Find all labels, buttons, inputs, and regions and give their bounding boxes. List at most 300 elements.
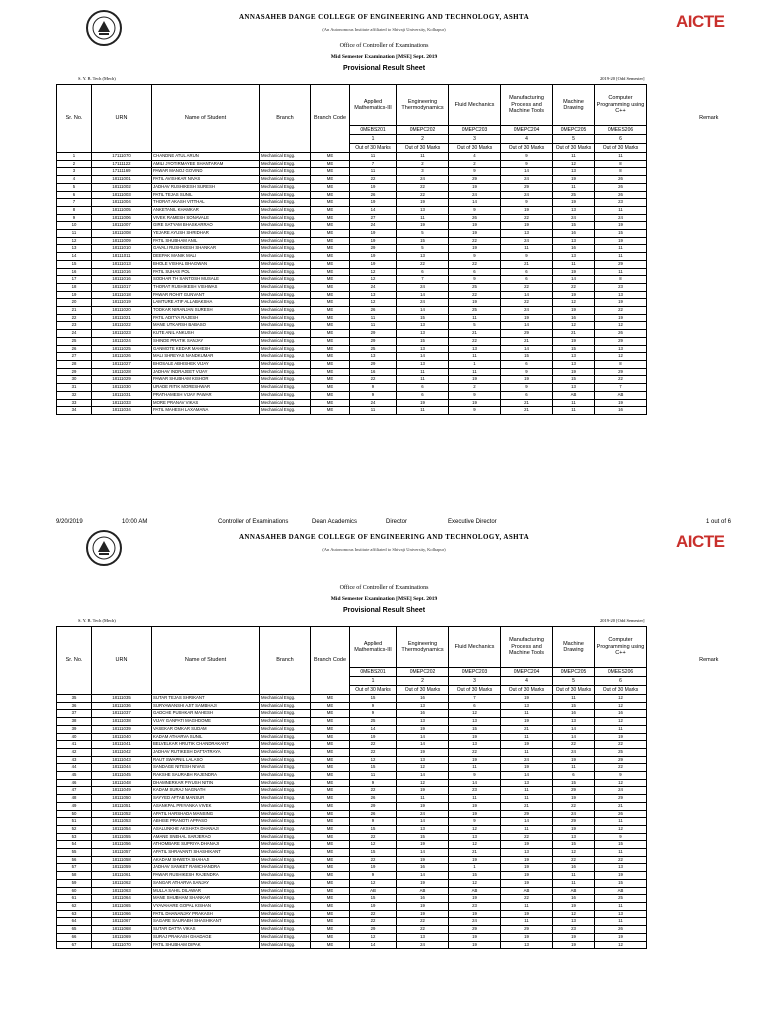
mark: 14: [397, 849, 449, 857]
sr-no: 24: [57, 330, 92, 338]
branch-code: ME: [311, 253, 350, 261]
subject-num: 6: [595, 135, 647, 144]
mark: 14: [501, 168, 553, 176]
mark: 19: [501, 864, 553, 872]
student-name: THORAT AKASH VITTHAL: [152, 199, 260, 207]
branch-code: ME: [311, 725, 350, 733]
branch: Mechanical Engg.: [260, 725, 311, 733]
mark: 16: [397, 864, 449, 872]
table-row: [57, 237, 768, 245]
mark: 15: [397, 833, 449, 841]
remark-cell: [647, 245, 768, 253]
sr-no: 4: [57, 176, 92, 184]
remark-cell: [647, 910, 768, 918]
branch: Mechanical Engg.: [260, 902, 311, 910]
branch-code: ME: [311, 895, 350, 903]
mark: 2: [449, 160, 501, 168]
student-name: BELVELKAR HRUTIK CHANDRAKANT: [152, 741, 260, 749]
urn: 18111025: [92, 345, 152, 353]
col-header-urn: URN: [92, 85, 152, 153]
col-header-urn: URN: [92, 627, 152, 695]
mark: 13: [553, 353, 595, 361]
sr-no: 3: [57, 168, 92, 176]
mark: 19: [595, 299, 647, 307]
sr-no: 9: [57, 214, 92, 222]
col-header-sr: Sr. No.: [57, 627, 92, 695]
branch-code: ME: [311, 384, 350, 392]
mark: 29: [595, 260, 647, 268]
mark: 25: [350, 345, 397, 353]
subject-max: Out of 30 Marks: [501, 686, 553, 695]
mark: 19: [501, 841, 553, 849]
mark: 19: [350, 864, 397, 872]
student-name: BHOSALE ABHISHEK VIJAY: [152, 360, 260, 368]
mark: 12: [449, 841, 501, 849]
mark: 9: [595, 833, 647, 841]
mark: 24: [397, 810, 449, 818]
subject-code: 0MEPC202: [397, 126, 449, 135]
student-name: GAVALI RUSHIKESH SHANKAR: [152, 245, 260, 253]
remark-cell: [647, 856, 768, 864]
mark: 29: [350, 245, 397, 253]
subject-max: Out of 30 Marks: [595, 686, 647, 695]
footer-signatory: Controller of Examinations: [218, 519, 289, 525]
sr-no: 25: [57, 337, 92, 345]
mark: 13: [501, 702, 553, 710]
table-row: [57, 384, 768, 392]
mark: 12: [595, 718, 647, 726]
mark: 24: [553, 214, 595, 222]
mark: 29: [553, 787, 595, 795]
mark: 26: [350, 810, 397, 818]
table-row: [57, 764, 768, 772]
urn: 18111036: [92, 702, 152, 710]
branch: Mechanical Engg.: [260, 818, 311, 826]
urn: 18111026: [92, 353, 152, 361]
mark: 19: [501, 718, 553, 726]
table-row: [57, 376, 768, 384]
table-row: [57, 199, 768, 207]
mark: 24: [397, 176, 449, 184]
mark: 8: [595, 168, 647, 176]
urn: 18111068: [92, 926, 152, 934]
remark-cell: [647, 399, 768, 407]
mark: 24: [350, 222, 397, 230]
mark: 12: [350, 299, 397, 307]
mark: 19: [449, 810, 501, 818]
mark: 13: [397, 206, 449, 214]
table-row: [57, 748, 768, 756]
mark: 19: [397, 856, 449, 864]
mark: 13: [397, 825, 449, 833]
mark: 23: [595, 283, 647, 291]
remark-cell: [647, 376, 768, 384]
branch: Mechanical Engg.: [260, 710, 311, 718]
urn: 18111005: [92, 206, 152, 214]
urn: 18111053: [92, 818, 152, 826]
sr-no: 22: [57, 314, 92, 322]
mark: 19: [449, 933, 501, 941]
mark: 9: [350, 384, 397, 392]
sr-no: 49: [57, 802, 92, 810]
branch: Mechanical Engg.: [260, 399, 311, 407]
mark: 8: [595, 360, 647, 368]
branch: Mechanical Engg.: [260, 941, 311, 949]
mark: 9: [449, 772, 501, 780]
result-table: [56, 84, 768, 415]
mark: 29: [595, 368, 647, 376]
mark: 13: [553, 206, 595, 214]
mark: 16: [553, 895, 595, 903]
remark-cell: [647, 391, 768, 399]
urn: 18111057: [92, 849, 152, 857]
mark: 1: [449, 864, 501, 872]
branch: Mechanical Engg.: [260, 276, 311, 284]
mark: 9: [501, 160, 553, 168]
student-name: MANE SHUBHAM SHANKAR: [152, 895, 260, 903]
urn: 18111069: [92, 933, 152, 941]
mark: 19: [553, 176, 595, 184]
student-name: ATHOMBARE SUPRIYA DHANAJI: [152, 841, 260, 849]
mark: 15: [553, 779, 595, 787]
branch-code: ME: [311, 176, 350, 184]
mark: 15: [397, 314, 449, 322]
mark: 23: [595, 199, 647, 207]
col-header-branch-code: Branch Code: [311, 627, 350, 695]
mark: 11: [501, 748, 553, 756]
branch: Mechanical Engg.: [260, 260, 311, 268]
subject-max: Out of 30 Marks: [397, 686, 449, 695]
urn: 18111043: [92, 756, 152, 764]
mark: 15: [595, 230, 647, 238]
mark: 13: [553, 384, 595, 392]
mark: 14: [397, 291, 449, 299]
table-row: [57, 856, 768, 864]
mark: 19: [501, 910, 553, 918]
student-name: AKADAM SHWETA SHAHAJI: [152, 856, 260, 864]
mark: 11: [501, 787, 553, 795]
student-name: PATIL TEJAS SUNIL: [152, 191, 260, 199]
mark: 12: [595, 702, 647, 710]
mark: AB: [350, 887, 397, 895]
urn: 18111054: [92, 825, 152, 833]
mark: 19: [501, 872, 553, 880]
table-row: [57, 818, 768, 826]
sr-no: 67: [57, 941, 92, 949]
office-title: Office of Controller of Examinations: [339, 585, 429, 591]
branch: Mechanical Engg.: [260, 322, 311, 330]
mark: 19: [350, 733, 397, 741]
student-name: GIRE SATYAM BHASKARRAO: [152, 222, 260, 230]
table-row: [57, 833, 768, 841]
remark-cell: [647, 741, 768, 749]
mark: 13: [595, 864, 647, 872]
sr-no: 13: [57, 245, 92, 253]
student-name: ASALUNKHE AKSHATA DHANAJI: [152, 825, 260, 833]
mark: 19: [553, 291, 595, 299]
urn: 18111028: [92, 368, 152, 376]
branch-code: ME: [311, 902, 350, 910]
mark: 24: [397, 941, 449, 949]
table-row: [57, 160, 768, 168]
mark: 24: [449, 918, 501, 926]
student-name: KADAM SURAJ NAGNATH: [152, 787, 260, 795]
mark: 11: [553, 407, 595, 415]
mark: 16: [595, 710, 647, 718]
mark: 22: [595, 741, 647, 749]
remark-cell: [647, 299, 768, 307]
branch: Mechanical Engg.: [260, 702, 311, 710]
table-row: [57, 353, 768, 361]
mark: 13: [449, 741, 501, 749]
mark: 11: [553, 399, 595, 407]
mark: 13: [397, 702, 449, 710]
urn: 18111008: [92, 230, 152, 238]
mark: 13: [397, 345, 449, 353]
branch: Mechanical Engg.: [260, 895, 311, 903]
branch-code: ME: [311, 199, 350, 207]
table-row: [57, 795, 768, 803]
subject-num: 3: [449, 677, 501, 686]
sr-no: 17: [57, 276, 92, 284]
mark: 19: [553, 825, 595, 833]
subject-max: Out of 30 Marks: [449, 144, 501, 153]
branch-code: ME: [311, 933, 350, 941]
table-row: [57, 879, 768, 887]
branch-code: ME: [311, 872, 350, 880]
mark: 8: [595, 276, 647, 284]
sr-no: 50: [57, 810, 92, 818]
mark: 29: [449, 176, 501, 184]
col-header-subject: Engineering Thermodynamics: [397, 85, 449, 126]
col-header-remark: Remark: [699, 657, 719, 664]
col-header-subject: Fluid Mechanics: [449, 85, 501, 126]
mark: 29: [350, 802, 397, 810]
branch-code: ME: [311, 160, 350, 168]
remark-cell: [647, 787, 768, 795]
mark: 24: [449, 191, 501, 199]
mark: 13: [595, 910, 647, 918]
mark: 16: [595, 407, 647, 415]
remark-cell: [647, 872, 768, 880]
remark-cell: [647, 337, 768, 345]
student-name: APATIL SHRAVANTI SHASHIKANT: [152, 849, 260, 857]
branch-code: ME: [311, 710, 350, 718]
branch: Mechanical Engg.: [260, 795, 311, 803]
urn: 18111066: [92, 910, 152, 918]
mark: 13: [553, 237, 595, 245]
table-row: [57, 918, 768, 926]
col-header-subject: Applied Mathematics-III: [350, 85, 397, 126]
mark: 19: [595, 933, 647, 941]
mark: 22: [350, 787, 397, 795]
student-name: DEEPAK MANIK MALI: [152, 253, 260, 261]
mark: 29: [350, 337, 397, 345]
subject-code: 0MEPC204: [501, 126, 553, 135]
branch: Mechanical Engg.: [260, 391, 311, 399]
table-row: [57, 214, 768, 222]
mark: 19: [501, 206, 553, 214]
mark: 24: [397, 283, 449, 291]
student-name: MANE UTKARSH BABASO: [152, 322, 260, 330]
mark: 15: [449, 872, 501, 880]
sr-no: 63: [57, 910, 92, 918]
mark: 21: [501, 399, 553, 407]
mark: 14: [449, 779, 501, 787]
table-row: [57, 183, 768, 191]
remark-cell: [647, 895, 768, 903]
mark: 7: [595, 384, 647, 392]
urn: 18111030: [92, 384, 152, 392]
mark: 19: [449, 756, 501, 764]
mark: 19: [449, 895, 501, 903]
mark: 12: [350, 933, 397, 941]
remark-cell: [647, 864, 768, 872]
mark: 11: [397, 368, 449, 376]
mark: 15: [553, 702, 595, 710]
mark: 26: [595, 176, 647, 184]
mark: 12: [595, 695, 647, 703]
remark-cell: [647, 756, 768, 764]
table-row: [57, 206, 768, 214]
remark-cell: [647, 237, 768, 245]
mark: 15: [350, 764, 397, 772]
mark: 15: [595, 879, 647, 887]
remark-cell: [647, 183, 768, 191]
student-name: VIJAY GANPATI MAGHDOME: [152, 718, 260, 726]
mark: 19: [397, 879, 449, 887]
mark: 22: [595, 856, 647, 864]
mark: 13: [350, 353, 397, 361]
mark: 11: [553, 260, 595, 268]
mark: 14: [397, 818, 449, 826]
table-row: [57, 345, 768, 353]
student-name: PATIL SUHAS POL: [152, 268, 260, 276]
mark: 15: [553, 841, 595, 849]
sr-no: 66: [57, 933, 92, 941]
branch-code: ME: [311, 268, 350, 276]
mark: 22: [350, 748, 397, 756]
mark: 11: [595, 253, 647, 261]
mark: 22: [553, 802, 595, 810]
urn: 18111003: [92, 191, 152, 199]
mark: 19: [449, 183, 501, 191]
sr-no: 44: [57, 764, 92, 772]
mark: 22: [449, 748, 501, 756]
mark: 11: [397, 376, 449, 384]
remark-cell: [647, 918, 768, 926]
mark: 13: [397, 322, 449, 330]
sr-no: 54: [57, 841, 92, 849]
mark: 14: [553, 733, 595, 741]
table-row: [57, 725, 768, 733]
mark: 19: [501, 222, 553, 230]
branch-code: ME: [311, 345, 350, 353]
mark: 15: [553, 376, 595, 384]
mark: 14: [553, 276, 595, 284]
footer-time: 10:00 AM: [122, 519, 148, 525]
mark: 11: [553, 879, 595, 887]
table-row: [57, 695, 768, 703]
student-name: PATIL DHANANJAY PRAKASH: [152, 910, 260, 918]
branch: Mechanical Engg.: [260, 856, 311, 864]
subject-max: Out of 30 Marks: [501, 144, 553, 153]
mark: 19: [397, 222, 449, 230]
mark: 19: [553, 941, 595, 949]
urn: 18111021: [92, 314, 152, 322]
col-header-subject: Manufacturing Process and Machine Tools: [501, 85, 553, 126]
urn: 18111013: [92, 260, 152, 268]
mark: 11: [595, 902, 647, 910]
subject-num: 5: [553, 677, 595, 686]
mark: 19: [397, 802, 449, 810]
branch-code: ME: [311, 214, 350, 222]
mark: 24: [501, 307, 553, 315]
urn: 18111037: [92, 710, 152, 718]
mark: 15: [553, 345, 595, 353]
mark: 9: [449, 206, 501, 214]
mark: 11: [350, 772, 397, 780]
mark: 19: [397, 399, 449, 407]
branch-code: ME: [311, 879, 350, 887]
sr-no: 33: [57, 399, 92, 407]
student-name: PRATHAMESH VIJAY PAWAR: [152, 391, 260, 399]
student-name: PATIL MAHESH LAXAMANA: [152, 407, 260, 415]
mark: 26: [449, 214, 501, 222]
sr-no: 47: [57, 787, 92, 795]
branch: Mechanical Engg.: [260, 841, 311, 849]
student-name: ASANKPAL PRIYANKA VIVEK: [152, 802, 260, 810]
subject-max: Out of 30 Marks: [449, 686, 501, 695]
branch: Mechanical Engg.: [260, 337, 311, 345]
mark: 11: [350, 322, 397, 330]
mark: 14: [501, 291, 553, 299]
remark-cell: [647, 368, 768, 376]
sr-no: 16: [57, 268, 92, 276]
remark-cell: [647, 345, 768, 353]
mark: 22: [595, 307, 647, 315]
mark: 13: [595, 345, 647, 353]
table-row: [57, 314, 768, 322]
result-sheet-page-1: [0, 0, 768, 510]
remark-cell: [647, 779, 768, 787]
remark-cell: [647, 926, 768, 934]
mark: 6: [449, 702, 501, 710]
mark: 9: [501, 153, 553, 161]
college-name: ANNASAHEB DANGE COLLEGE OF ENGINEERING AND TECHNOLOGY, ASHTA: [238, 13, 530, 21]
table-row: [57, 360, 768, 368]
branch-code: ME: [311, 353, 350, 361]
col-header-branch: Branch: [260, 85, 311, 153]
branch-code: ME: [311, 291, 350, 299]
mark: 22: [553, 741, 595, 749]
branch: Mechanical Engg.: [260, 183, 311, 191]
remark-cell: [647, 168, 768, 176]
table-row: [57, 718, 768, 726]
mark: 14: [501, 345, 553, 353]
remark-cell: [647, 330, 768, 338]
student-name: PAWAR SHUBHAM KISHOR: [152, 376, 260, 384]
subject-code: 0MEPC203: [449, 126, 501, 135]
remark-cell: [647, 322, 768, 330]
table-row: [57, 841, 768, 849]
subject-max: Out of 30 Marks: [553, 144, 595, 153]
mark: 22: [501, 895, 553, 903]
mark: 19: [449, 399, 501, 407]
urn: 18111019: [92, 299, 152, 307]
mark: 19: [397, 841, 449, 849]
student-name: AMILI JYOTIRMAYEE SHANTARAM: [152, 160, 260, 168]
